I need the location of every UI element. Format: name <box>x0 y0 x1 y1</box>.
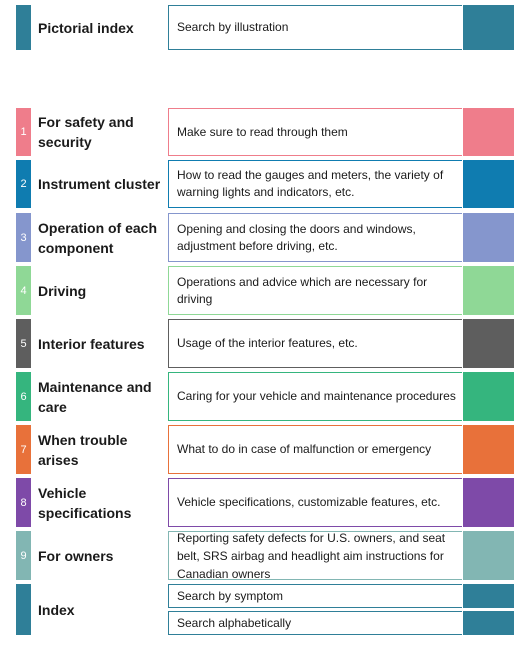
section-desc[interactable]: Vehicle specifications, customizable features, etc. <box>168 478 462 527</box>
index-color-bar <box>16 584 31 635</box>
section-number: 7 <box>16 425 31 474</box>
pictorial-index-title: Pictorial index <box>38 19 134 36</box>
index-search-alphabetically[interactable]: Search alphabetically <box>168 611 462 635</box>
section-title: For safety and security <box>38 114 134 150</box>
section-title: Vehicle specifications <box>38 484 132 521</box>
index-title: Index <box>38 601 75 618</box>
section-desc[interactable]: Usage of the interior features, etc. <box>168 319 462 368</box>
section-tab[interactable] <box>463 319 514 368</box>
section-row-5[interactable] <box>0 319 527 368</box>
section-title: Operation of each component <box>38 219 158 256</box>
section-title: When trouble arises <box>38 431 128 468</box>
section-title: Driving <box>38 282 87 299</box>
section-row-1[interactable] <box>0 108 527 156</box>
section-number: 1 <box>16 108 31 156</box>
section-row-8[interactable] <box>0 478 527 527</box>
section-number: 3 <box>16 213 31 262</box>
pictorial-index-desc[interactable]: Search by illustration <box>168 5 462 50</box>
index-search-by-symptom[interactable]: Search by symptom <box>168 584 462 608</box>
section-number: 2 <box>16 160 31 208</box>
section-desc[interactable]: Caring for your vehicle and maintenance procedures <box>168 372 462 421</box>
section-row-6[interactable] <box>0 372 527 421</box>
section-title: Interior features <box>38 335 145 352</box>
section-desc[interactable]: Opening and closing the doors and windows, adjustment before driving, etc. <box>168 213 462 262</box>
section-tab[interactable] <box>463 372 514 421</box>
section-tab[interactable] <box>463 478 514 527</box>
section-title: For owners <box>38 547 114 564</box>
section-desc[interactable]: What to do in case of malfunction or emergency <box>168 425 462 474</box>
section-number: 5 <box>16 319 31 368</box>
section-row-3[interactable] <box>0 213 527 262</box>
index-tab-symptom[interactable] <box>463 584 514 608</box>
section-tab[interactable] <box>463 160 514 208</box>
section-desc[interactable]: Reporting safety defects for U.S. owners, and seat belt, SRS airbag and headlight aim instructions for Canadian owners <box>168 531 462 580</box>
section-row-4[interactable] <box>0 266 527 315</box>
section-desc[interactable]: How to read the gauges and meters, the variety of warning lights and indicators, etc. <box>168 160 462 208</box>
section-number: 4 <box>16 266 31 315</box>
pictorial-index-tab[interactable] <box>463 5 514 50</box>
index-tab-alphabetical[interactable] <box>463 611 514 635</box>
section-desc[interactable]: Make sure to read through them <box>168 108 462 156</box>
section-row-7[interactable] <box>0 425 527 474</box>
index-row <box>0 584 527 635</box>
pictorial-index-color-bar <box>16 5 31 50</box>
section-title: Maintenance and care <box>38 378 152 415</box>
section-tab[interactable] <box>463 266 514 315</box>
section-tab[interactable] <box>463 213 514 262</box>
section-desc[interactable]: Operations and advice which are necessary for driving <box>168 266 462 315</box>
section-row-2[interactable] <box>0 160 527 208</box>
section-tab[interactable] <box>463 425 514 474</box>
pictorial-index-row[interactable] <box>0 5 527 50</box>
section-number: 6 <box>16 372 31 421</box>
section-title: Instrument cluster <box>38 176 161 192</box>
section-tab[interactable] <box>463 108 514 156</box>
section-number: 9 <box>16 531 31 580</box>
section-tab[interactable] <box>463 531 514 580</box>
section-row-9[interactable] <box>0 531 527 580</box>
section-number: 8 <box>16 478 31 527</box>
